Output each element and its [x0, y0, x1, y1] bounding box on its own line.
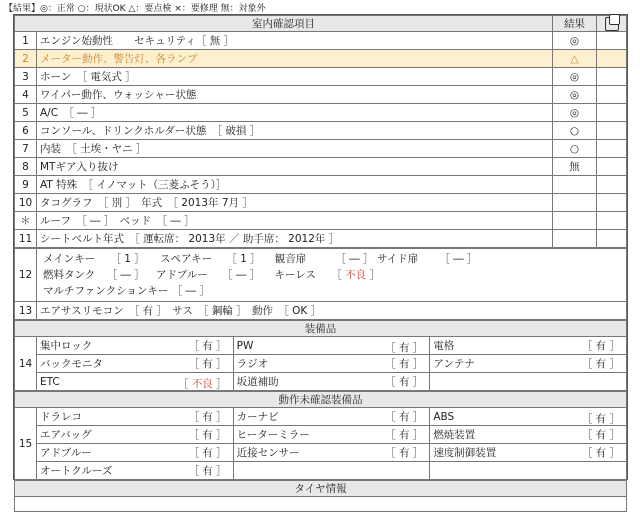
equipment-value: ［ 有 ］	[581, 429, 620, 441]
row-action-cell	[597, 212, 627, 230]
row-action-cell	[597, 50, 627, 68]
row-text: エアサスリモコン ［ 有 ］ サス ［ 鋼輪 ］ 動作 ［ OK ］	[37, 302, 627, 320]
equipment-value: ［ 有 ］	[188, 358, 227, 370]
equipment-row	[15, 337, 627, 355]
row-text: MTギア入り抜け	[37, 158, 553, 176]
keyless-value: ［ 不良 ］	[331, 269, 380, 281]
spare-key-value: ［ 1 ］	[226, 253, 261, 265]
equipment-cell	[37, 426, 234, 444]
equipment-cell	[233, 373, 430, 391]
row-result: ◎	[553, 86, 597, 104]
equipment-label: ETC	[40, 375, 60, 388]
equipment-row	[15, 355, 627, 373]
row-action-cell	[597, 230, 627, 248]
interior-check-table	[14, 15, 627, 248]
equipment-cell	[37, 337, 234, 355]
row-result: ◎	[553, 32, 597, 50]
fuel-tank-label: 燃料タンク	[43, 269, 96, 281]
row-number: 4	[15, 86, 37, 104]
row-text: 内装 ［ 土埃・ヤニ ］	[37, 140, 553, 158]
equipment-value: ［ 不良 ］	[177, 377, 227, 390]
equipment-cell	[430, 426, 627, 444]
row-action-cell	[597, 104, 627, 122]
row-number: 11	[15, 230, 37, 248]
equipment-value: ［ 有 ］	[188, 465, 227, 477]
adblue-value: ［ ― ］	[222, 269, 261, 281]
multifunction-key-label: マルチファンクションキー	[43, 285, 169, 297]
row-text: タコグラフ ［ 別 ］ 年式 ［ 2013年 7月 ］	[37, 194, 553, 212]
row-number: 6	[15, 122, 37, 140]
unconfirmed-equipment-table	[14, 391, 627, 480]
equipment-label: 電格	[433, 340, 455, 352]
main-key-value: ［ 1 ］	[110, 253, 145, 265]
spare-key-label: スペアキー	[159, 253, 213, 265]
equipment-label: 速度制御装置	[433, 447, 497, 459]
equipment-cell	[430, 462, 627, 480]
equipment-row	[15, 373, 627, 391]
row-number: 5	[15, 104, 37, 122]
equipment-label: ABS	[433, 410, 455, 423]
equipment-label: オートクルーズ	[40, 465, 113, 477]
keys-line-3	[43, 283, 620, 299]
row-text: エンジン始動性 セキュリティ［ 無 ］	[37, 32, 553, 50]
tire-info-body	[15, 497, 627, 512]
equipment-value: ［ 有 ］	[385, 376, 424, 388]
row-action-cell	[597, 194, 627, 212]
side-door-label: サイド扉	[376, 253, 419, 265]
equipment-title: 装備品	[15, 321, 627, 337]
side-door-value: ［ ― ］	[439, 253, 478, 265]
equipment-cell	[233, 337, 430, 355]
equipment-label: 坂道補助	[236, 376, 279, 388]
equipment-label: ドラレコ	[40, 411, 82, 423]
row-action-cell	[597, 140, 627, 158]
row-result	[553, 230, 597, 248]
check-row[interactable]	[15, 140, 627, 158]
check-row[interactable]	[15, 122, 627, 140]
equipment-cell	[233, 426, 430, 444]
row-number: 2	[15, 50, 37, 68]
row-number: 8	[15, 158, 37, 176]
equipment-value: ［ 有 ］	[581, 340, 620, 352]
equipment-table	[14, 320, 627, 391]
row-text: ルーフ ［ ― ］ ベッド ［ ― ］	[37, 212, 553, 230]
equipment-cell	[233, 355, 430, 373]
row-text: ホーン ［ 電気式 ］	[37, 68, 553, 86]
equipment-cell	[430, 444, 627, 462]
row-result	[553, 212, 597, 230]
key-row-table	[14, 248, 627, 320]
row-result: △	[553, 50, 597, 68]
row-result: ◎	[553, 68, 597, 86]
check-row[interactable]	[15, 104, 627, 122]
equipment-cell	[233, 462, 430, 480]
copy-icon	[605, 17, 619, 31]
equipment-row	[15, 462, 627, 480]
equipment-row	[15, 426, 627, 444]
equipment-value: ［ 有 ］	[385, 447, 424, 459]
kannon-door-label: 観音扉	[274, 253, 307, 265]
row-result: ○	[553, 122, 597, 140]
fuel-tank-value: ［ ― ］	[106, 269, 145, 281]
equipment-cell	[430, 373, 627, 391]
check-row[interactable]	[15, 230, 627, 248]
equipment-cell	[37, 373, 234, 391]
row-number: 9	[15, 176, 37, 194]
equipment-label: エアバッグ	[40, 429, 92, 441]
copy-button[interactable]	[597, 16, 627, 32]
check-row[interactable]	[15, 68, 627, 86]
row-action-cell	[597, 176, 627, 194]
keys-line-1	[43, 251, 620, 267]
check-row[interactable]	[15, 176, 627, 194]
row-result	[553, 194, 597, 212]
row-number: 12	[15, 249, 37, 302]
kannon-door-value: ［ ― ］	[335, 253, 374, 265]
row-text: メーター動作、警告灯、各ランプ	[37, 50, 553, 68]
row-text: コンソール、ドリンクホルダー状態 ［ 破損 ］	[37, 122, 553, 140]
equipment-row	[15, 444, 627, 462]
check-row[interactable]	[15, 32, 627, 50]
check-row[interactable]	[15, 86, 627, 104]
keyless-label: キーレス	[274, 269, 316, 281]
equipment-cell	[430, 408, 627, 426]
equipment-label: 近接センサー	[236, 447, 300, 459]
row-text: ワイパー動作、ウォッシャー状態	[37, 86, 553, 104]
row-number: 1	[15, 32, 37, 50]
equipment-value: ［ 有 ］	[385, 341, 424, 354]
row-action-cell	[597, 68, 627, 86]
equipment-value: ［ 有 ］	[581, 447, 620, 459]
row-action-cell	[597, 158, 627, 176]
equipment-value: ［ 有 ］	[385, 429, 424, 441]
check-row[interactable]	[15, 50, 627, 68]
row-text: シートベルト年式 ［ 運転席： 2013年 ／ 助手席： 2012年 ］	[37, 230, 553, 248]
equipment-cell	[233, 408, 430, 426]
main-key-label: メインキー	[43, 253, 96, 265]
equipment-value: ［ 有 ］	[581, 358, 620, 370]
row-text: A/C ［ ― ］	[37, 104, 553, 122]
keys-line-2	[43, 267, 620, 283]
tire-info-title: タイヤ情報	[15, 481, 627, 497]
legend: 【結果】◎：正常 ○：現状OK △：要点検 ×：要修理 無：対象外	[4, 4, 266, 14]
equipment-value: ［ 有 ］	[385, 358, 424, 370]
row-result: ○	[553, 140, 597, 158]
equipment-label: アドブルー	[40, 447, 92, 459]
row-text: AT 特殊 ［ イノマット（三菱ふそう）］	[37, 176, 553, 194]
row-action-cell	[597, 86, 627, 104]
equipment-value: ［ 有 ］	[188, 411, 227, 423]
check-row[interactable]	[15, 158, 627, 176]
equipment-cell	[37, 444, 234, 462]
section-title: 室内確認項目	[15, 16, 553, 32]
equipment-value: ［ 有 ］	[188, 340, 227, 352]
equipment-value: ［ 有 ］	[188, 447, 227, 459]
equipment-cell	[37, 408, 234, 426]
multifunction-key-value: ［ ― ］	[171, 285, 210, 297]
inspection-sheet	[13, 14, 628, 495]
row-action-cell	[597, 122, 627, 140]
equipment-value: ［ 有 ］	[385, 411, 424, 423]
equipment-cell	[233, 444, 430, 462]
row-result	[553, 176, 597, 194]
equipment-cell	[37, 355, 234, 373]
row-number: 7	[15, 140, 37, 158]
row-number: ＊	[15, 212, 37, 230]
equipment-label: 集中ロック	[40, 340, 93, 352]
row-number: 13	[15, 302, 37, 320]
equipment-value: ［ 有 ］	[581, 412, 620, 425]
unconfirmed-title: 動作未確認装備品	[15, 392, 627, 408]
row-result: ◎	[553, 104, 597, 122]
row-number: 14	[15, 337, 37, 391]
row-number: 15	[15, 408, 37, 480]
equipment-value: ［ 有 ］	[188, 429, 227, 441]
row-action-cell	[597, 32, 627, 50]
equipment-row	[15, 408, 627, 426]
row-number: 10	[15, 194, 37, 212]
equipment-label: PW	[236, 339, 254, 352]
adblue-label: アドブルー	[155, 269, 208, 281]
tire-info-table	[14, 480, 627, 512]
row-result: 無	[553, 158, 597, 176]
equipment-label: ラジオ	[236, 358, 269, 370]
equipment-label: カーナビ	[236, 411, 279, 423]
equipment-label: ヒーターミラー	[236, 429, 310, 441]
check-row[interactable]	[15, 212, 627, 230]
equipment-cell	[430, 355, 627, 373]
equipment-label: バックモニタ	[40, 358, 103, 370]
equipment-label: アンテナ	[433, 358, 475, 370]
result-header: 結果	[553, 16, 597, 32]
check-row[interactable]	[15, 194, 627, 212]
row-number: 3	[15, 68, 37, 86]
equipment-cell	[430, 337, 627, 355]
equipment-cell	[37, 462, 234, 480]
equipment-label: 燃焼装置	[433, 429, 476, 441]
